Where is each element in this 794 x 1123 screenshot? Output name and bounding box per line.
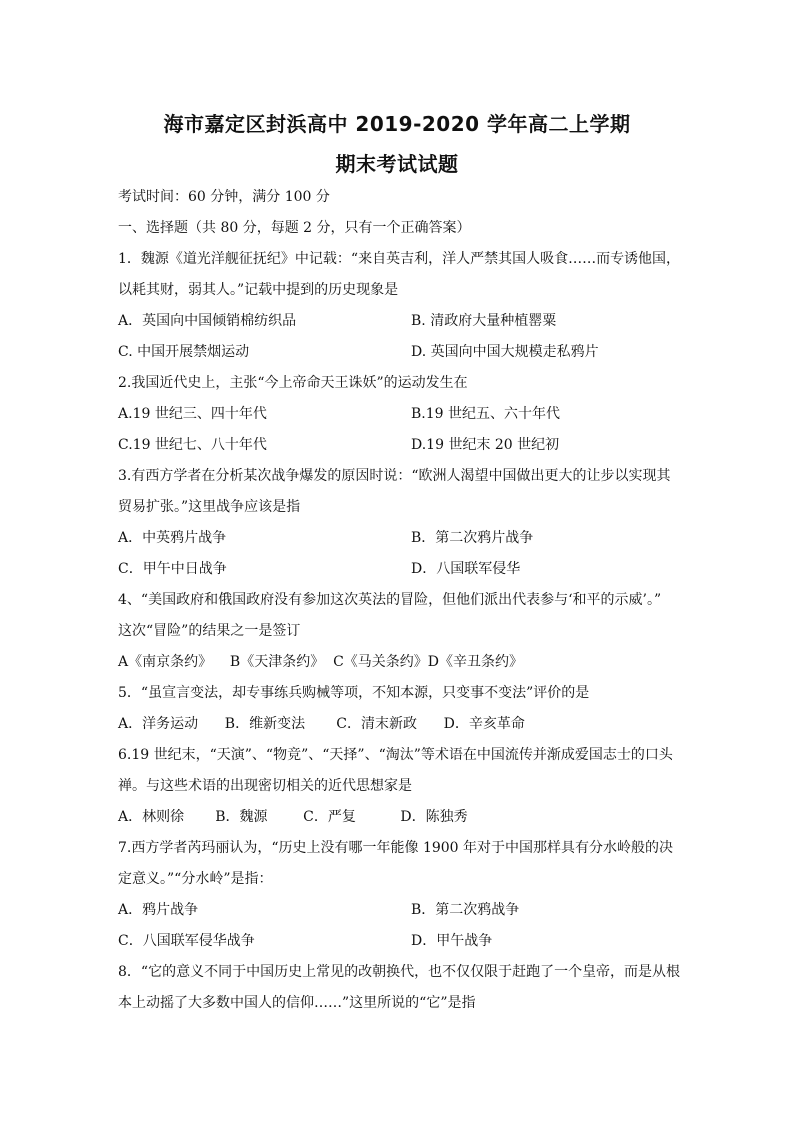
question-7-option-a: A．鸦片战争 [118, 902, 199, 918]
exam-info: 考试时间：60 分钟，满分 100 分 [118, 189, 330, 205]
question-5-options: A．洋务运动 B．维新变法 C．清末新政 D．辛亥革命 [118, 716, 525, 732]
question-2-option-d: D.19 世纪末 20 世纪初 [411, 437, 560, 453]
question-2-options-row-1 [118, 405, 678, 423]
question-3-option-b: B．第二次鸦片战争 [411, 530, 534, 546]
question-4-options: A《南京条约》 B《天津条约》 C《马关条约》D《辛丑条约》 [118, 654, 524, 670]
question-3-stem-line-2: 贸易扩张。”这里战争应该是指 [118, 499, 301, 515]
question-8-stem-line-1: 8．“它的意义不同于中国历史上常见的改朝换代，也不仅仅限于赶跑了一个皇帝，而是从根 [118, 964, 681, 980]
question-1-stem-line-2: 以耗其财，弱其人。”记载中提到的历史现象是 [118, 282, 399, 298]
question-7-option-d: D．甲午战争 [411, 933, 493, 949]
question-1-options-row-1 [118, 312, 678, 330]
question-7-stem-line-1: 7.西方学者芮玛丽认为，“历史上没有哪一年能像 1900 年对于中国那样具有分水岭般的决 [118, 840, 674, 856]
question-3-option-d: D．八国联军侵华 [411, 561, 521, 577]
question-1-options-row-2 [118, 343, 678, 361]
question-1-option-b: B. 清政府大量种植罂粟 [411, 313, 557, 329]
question-1-option-c: C. 中国开展禁烟运动 [118, 344, 250, 360]
question-6-options: A．林则徐 B．魏源 C．严复 D．陈独秀 [118, 809, 468, 825]
question-6-stem-line-2: 禅。与这些术语的出现密切相关的近代思想家是 [118, 778, 412, 794]
section-heading: 一、选择题（共 80 分，每题 2 分，只有一个正确答案） [118, 220, 471, 236]
question-2-option-b: B.19 世纪五、六十年代 [411, 406, 561, 422]
question-4-stem-line-2: 这次“冒险”的结果之一是签订 [118, 623, 301, 639]
question-2-stem: 2.我国近代史上，主张“今上帝命天王诛妖”的运动发生在 [118, 375, 468, 391]
question-3-stem-line-1: 3.有西方学者在分析某次战争爆发的原因时说：“欧洲人渴望中国做出更大的让步以实现其 [118, 468, 671, 484]
question-7-options-row-1 [118, 901, 678, 919]
question-1-option-d: D. 英国向中国大规模走私鸦片 [411, 344, 599, 360]
question-7-option-b: B．第二次鸦战争 [411, 902, 520, 918]
exam-subtitle: 期末考试试题 [335, 152, 459, 176]
question-8-stem-line-2: 本上动摇了大多数中国人的信仰……”这里所说的“它”是指 [118, 995, 476, 1011]
exam-title: 海市嘉定区封浜高中 2019-2020 学年高二上学期 [163, 112, 631, 136]
question-3-options-row-2 [118, 560, 678, 578]
question-3-option-c: C．甲午中日战争 [118, 561, 227, 577]
question-3-options-row-1 [118, 529, 678, 547]
question-7-stem-line-2: 定意义。”“分水岭”是指： [118, 871, 273, 887]
question-2-option-a: A.19 世纪三、四十年代 [118, 406, 267, 422]
question-1-option-a: A．英国向中国倾销棉纺织品 [118, 313, 297, 329]
question-5-stem: 5．“虽宣言变法，却专事练兵购械等项，不知本源，只变事不变法”评价的是 [118, 685, 590, 701]
question-7-option-c: C．八国联军侵华战争 [118, 933, 255, 949]
question-2-option-c: C.19 世纪七、八十年代 [118, 437, 267, 453]
question-1-stem-line-1: 1．魏源《道光洋舰征抚纪》中记载：“来自英吉利，洋人严禁其国人吸食……而专诱他国， [118, 251, 681, 267]
question-4-stem-line-1: 4、“美国政府和俄国政府没有参加这次英法的冒险，但他们派出代表参与‘和平的示威’。” [118, 592, 662, 608]
question-3-option-a: A．中英鸦片战争 [118, 530, 227, 546]
question-7-options-row-2 [118, 932, 678, 950]
question-2-options-row-2 [118, 436, 678, 454]
question-6-stem-line-1: 6.19 世纪末，“天演”、“物竞”、“天择”、“淘汰”等术语在中国流传并渐成爱国志士的口头 [118, 747, 673, 763]
